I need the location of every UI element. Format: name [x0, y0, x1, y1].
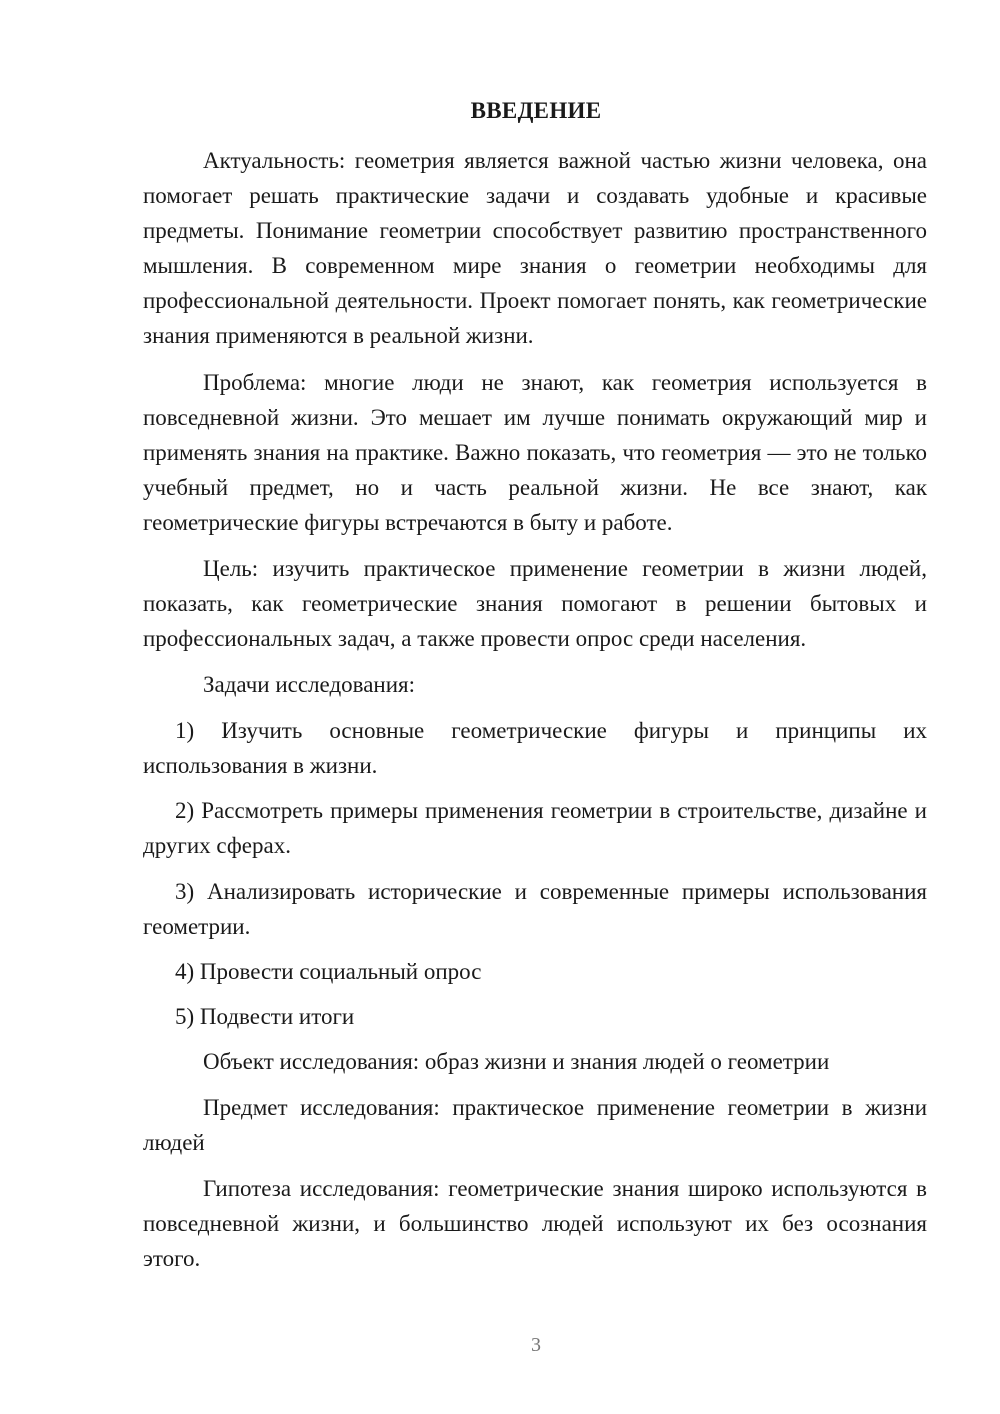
task-item-4: 4) Провести социальный опрос: [175, 959, 482, 984]
paragraph-relevance: Актуальность: геометрия является важной частью жизни человека, она помогает решать практические задачи и создавать удобные и красивые предметы. Понимание геометрии способствует развитию пространственного мышления. В современном мире знания о геометрии необходимы для профессиональной деятельности. Проект помогает понять, как геометрические знания применяются в реальной жизни.: [143, 148, 927, 348]
paragraph-hypothesis: Гипотеза исследования: геометрические знания широко используются в повседневной жизни, и большинство людей используют их без осознания этого.: [143, 1176, 927, 1271]
tasks-title: Задачи исследования:: [203, 672, 416, 697]
paragraph-object: Объект исследования: образ жизни и знания людей о геометрии: [203, 1049, 830, 1074]
task-item-1: 1) Изучить основные геометрические фигуры и принципы их использования в жизни.: [143, 718, 927, 778]
task-item-3: 3) Анализировать исторические и современные примеры использования геометрии.: [143, 879, 927, 939]
paragraph-goal: Цель: изучить практическое применение геометрии в жизни людей, показать, как геометрические знания помогают в решении бытовых и профессиональных задач, а также провести опрос среди населения.: [143, 556, 927, 651]
task-item-2: 2) Рассмотреть примеры применения геометрии в строительстве, дизайне и других сферах.: [143, 798, 927, 858]
task-item-5: 5) Подвести итоги: [175, 1004, 355, 1029]
paragraph-problem: Проблема: многие люди не знают, как геометрия используется в повседневной жизни. Это мешает им лучше понимать окружающий мир и применять знания на практике. Важно показать, что геометрия — это не только учебный предмет, но и часть реальной жизни. Не все знают, как геометрические фигуры встречаются в быту и работе.: [143, 370, 927, 535]
page-title: ВВЕДЕНИЕ: [470, 98, 602, 123]
paragraph-subject: Предмет исследования: практическое применение геометрии в жизни людей: [143, 1095, 927, 1155]
page-number: 3: [531, 1334, 541, 1356]
